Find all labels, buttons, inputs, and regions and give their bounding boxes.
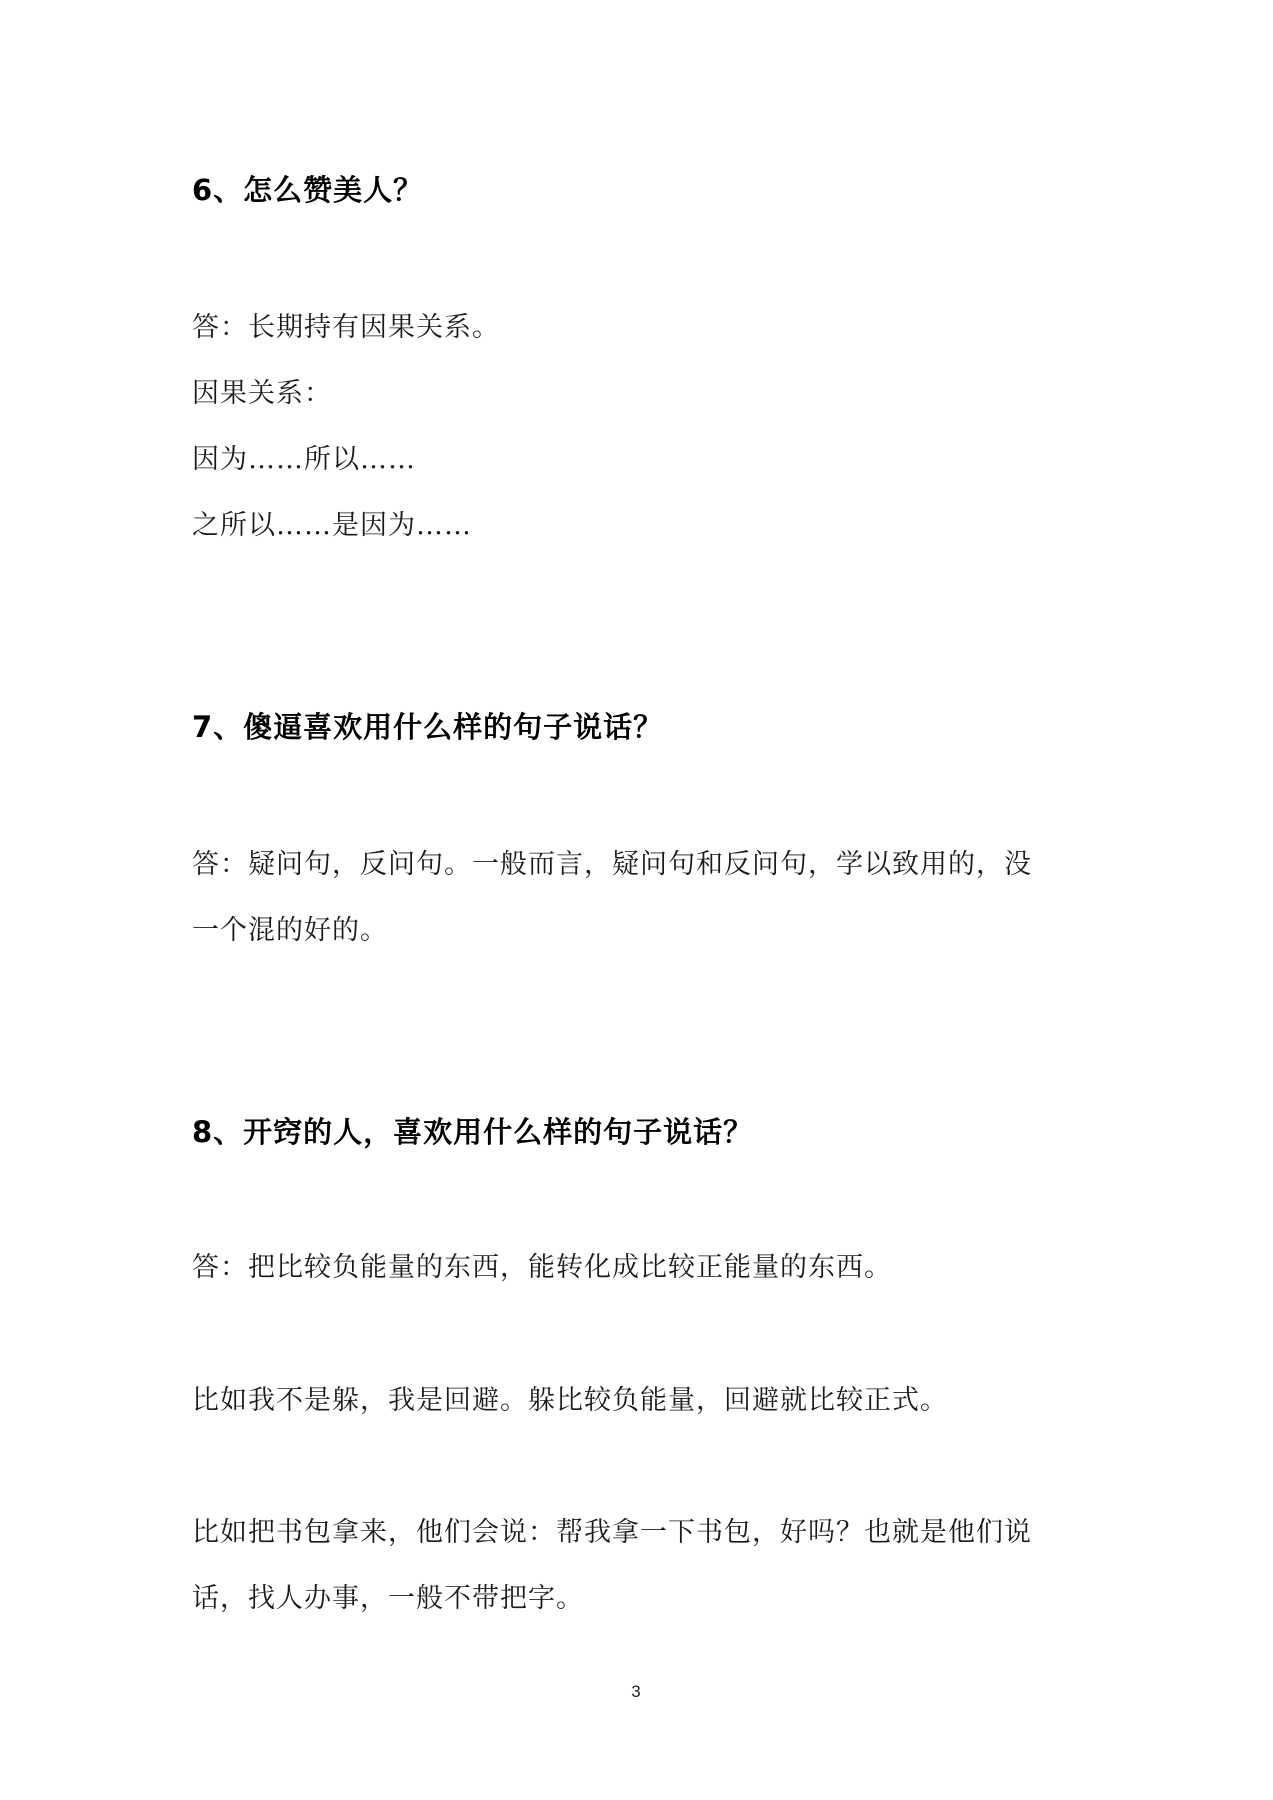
- section-8-line-3: 比如把书包拿来，他们会说：帮我拿一下书包，好吗？也就是他们说: [192, 1517, 1032, 1548]
- section-8-line-1: 答：把比较负能量的东西，能转化成比较正能量的东西。: [192, 1252, 892, 1283]
- section-6-heading: 6、怎么赞美人？: [192, 173, 424, 207]
- section-7-line-2: 一个混的好的。: [192, 915, 388, 946]
- section-6-line-2: 因果关系：: [192, 378, 332, 409]
- section-7-line-1: 答：疑问句，反问句。一般而言，疑问句和反问句，学以致用的，没: [192, 849, 1032, 880]
- section-7-heading: 7、傻逼喜欢用什么样的句子说话？: [192, 710, 664, 744]
- section-8-line-4: 话，找人办事，一般不带把字。: [192, 1583, 584, 1614]
- section-6-line-1: 答：长期持有因果关系。: [192, 312, 500, 343]
- section-8-heading: 8、开窍的人，喜欢用什么样的句子说话？: [192, 1115, 754, 1149]
- section-6-line-4: 之所以……是因为……: [192, 510, 472, 541]
- section-6-line-3: 因为……所以……: [192, 444, 416, 475]
- section-8-line-2: 比如我不是躲，我是回避。躲比较负能量，回避就比较正式。: [192, 1385, 948, 1416]
- page-number: 3: [631, 1682, 641, 1701]
